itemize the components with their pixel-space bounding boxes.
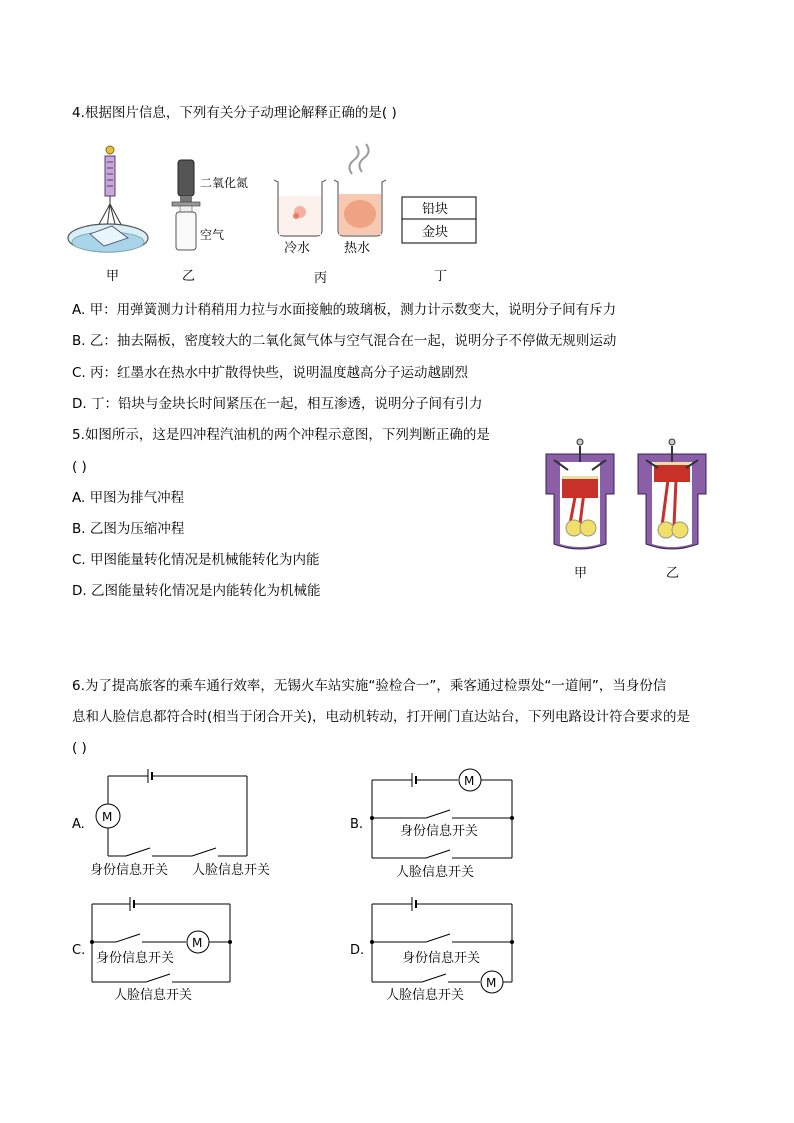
q4-stem: 4.根据图片信息，下列有关分子动理论解释正确的是( ) — [72, 105, 397, 121]
q6-c-letter: C. — [72, 943, 86, 958]
q4-fig-yi — [172, 160, 248, 284]
q5-option-b: B. 乙图为压缩冲程 — [72, 521, 185, 537]
q6-circuit-c — [72, 897, 232, 1003]
q6-circuit-d — [350, 897, 514, 1003]
q6-a-s1: 身份信息开关 — [90, 863, 169, 878]
q4-label-bing: 丙 — [314, 271, 328, 286]
q4-label-gold: 金块 — [422, 225, 449, 240]
q4-option-b: B. 乙：抽去隔板，密度较大的二氧化氮气体与空气混合在一起，说明分子不停做无规则运动 — [72, 333, 617, 349]
q5-label-yi: 乙 — [666, 566, 680, 581]
q4-label-yi: 乙 — [182, 269, 196, 284]
q6-paren: ( ) — [72, 740, 87, 756]
q6-stem-line2: 息和人脸信息都符合时(相当于闭合开关)，电动机转动，打开闸门直达站台，下列电路设计符合要求的是 — [72, 709, 691, 725]
q6-b-letter: B. — [350, 817, 364, 832]
q5-stem: 5.如图所示，这是四冲程汽油机的两个冲程示意图，下列判断正确的是 — [72, 427, 490, 443]
q6-stem-line1: 6.为了提高旅客的乘车通行效率，无锡火车站实施“验检合一”，乘客通过检票处“一道闸”，当身份信 — [72, 678, 667, 694]
q6-b-motor: M — [464, 774, 475, 788]
q6-b-s2: 人脸信息开关 — [396, 865, 475, 880]
q5-option-c: C. 甲图能量转化情况是机械能转化为内能 — [72, 552, 320, 568]
q6-c-s1: 身份信息开关 — [96, 951, 175, 966]
q6-circuits — [66, 764, 526, 1010]
q4-label-cold: 冷水 — [284, 241, 311, 256]
q5-engine-figure — [540, 432, 720, 582]
q4-label-no2: 二氧化氮 — [200, 176, 249, 190]
q6-b-s1: 身份信息开关 — [400, 824, 479, 839]
q5-label-jia: 甲 — [574, 566, 588, 581]
q5-engine-yi — [638, 439, 706, 581]
q6-a-letter: A. — [72, 817, 85, 832]
q4-label-jia: 甲 — [106, 269, 120, 284]
q5-paren: ( ) — [72, 459, 87, 475]
q6-circuit-b — [350, 769, 514, 880]
q6-a-s2: 人脸信息开关 — [192, 863, 271, 878]
q4-figure — [66, 138, 486, 286]
q6-d-motor: M — [486, 976, 497, 990]
q4-label-ding: 丁 — [434, 269, 448, 284]
q4-fig-bing — [274, 144, 386, 286]
q5-option-d: D. 乙图能量转化情况是内能转化为机械能 — [72, 583, 321, 599]
q4-option-c: C. 丙：红墨水在热水中扩散得快些，说明温度越高分子运动越剧烈 — [72, 365, 469, 381]
q6-d-s1: 身份信息开关 — [402, 951, 481, 966]
q4-label-hot: 热水 — [344, 241, 371, 256]
q5-engine-jia — [546, 439, 614, 581]
q5-option-a: A. 甲图为排气冲程 — [72, 490, 185, 506]
q4-fig-jia — [68, 146, 148, 284]
q6-c-s2: 人脸信息开关 — [114, 988, 193, 1003]
q4-fig-ding — [402, 197, 476, 284]
q4-label-lead: 铅块 — [422, 202, 449, 217]
q4-option-d: D. 丁：铅块与金块长时间紧压在一起，相互渗透，说明分子间有引力 — [72, 396, 483, 412]
q6-d-letter: D. — [350, 943, 365, 958]
q6-c-motor: M — [192, 936, 203, 950]
q6-d-s2: 人脸信息开关 — [386, 988, 465, 1003]
q6-circuit-a — [72, 769, 270, 878]
q4-option-a: A. 甲：用弹簧测力计稍稍用力拉与水面接触的玻璃板，测力计示数变大，说明分子间有斥力 — [72, 302, 617, 318]
q6-a-motor: M — [102, 810, 113, 824]
q4-label-air: 空气 — [200, 228, 225, 242]
